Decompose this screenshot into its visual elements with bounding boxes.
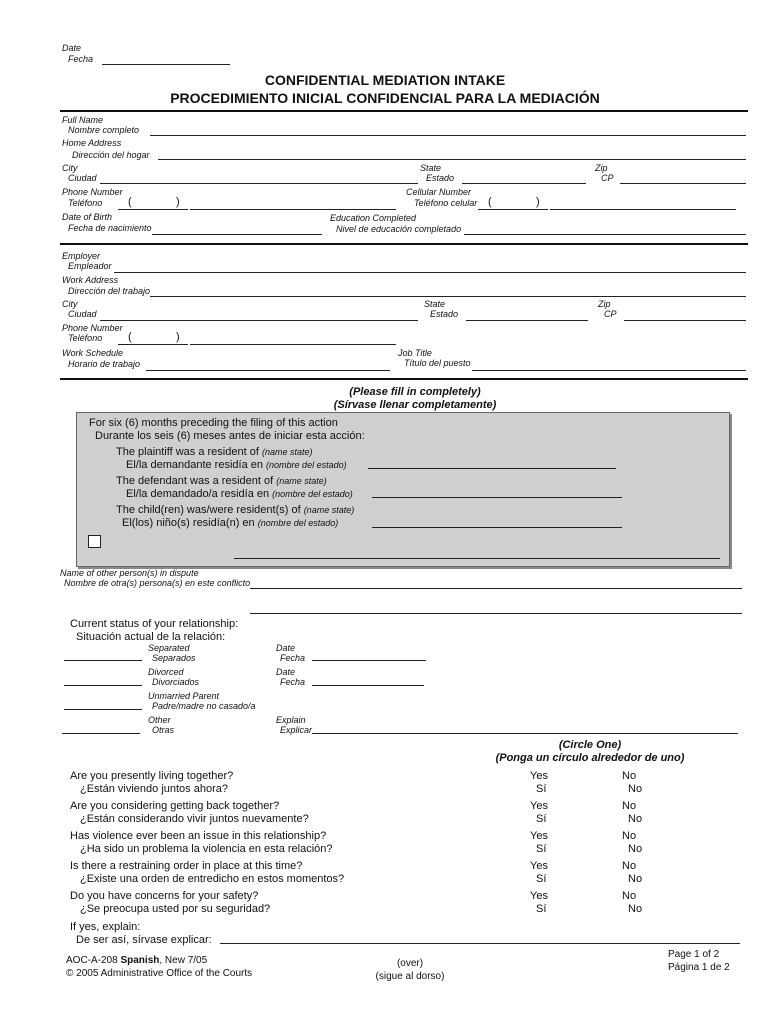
- dob-field[interactable]: [152, 234, 322, 235]
- phone-field[interactable]: [190, 209, 396, 210]
- question-en: Is there a restraining order in place at this time?: [70, 860, 303, 872]
- answer-no-es[interactable]: No: [628, 843, 643, 855]
- zip-field[interactable]: [620, 183, 746, 184]
- answer-no[interactable]: No: [622, 890, 637, 902]
- title-rule: [60, 110, 748, 112]
- relationship-title-es: Situación actual de la relación:: [76, 631, 226, 643]
- circle-one-label-es: (Ponga un círculo alrededor de uno): [495, 752, 685, 764]
- other-status-label: Other: [148, 715, 171, 725]
- separated-date-label: Date: [276, 643, 296, 653]
- form-title-es: PROCEDIMIENTO INICIAL CONFIDENCIAL PARA LA MEDIACIÓN: [170, 90, 600, 106]
- home-address-field[interactable]: [158, 159, 746, 160]
- answer-no[interactable]: No: [622, 770, 637, 782]
- defendant-label: The defendant was a resident of (name state): [116, 475, 327, 487]
- section-rule-2: [60, 378, 748, 380]
- divorced-label-es: Divorciados: [152, 677, 200, 687]
- question-es: ¿Se preocupa usted por su seguridad?: [80, 903, 271, 915]
- residency-checkbox[interactable]: [88, 535, 101, 548]
- form-title: CONFIDENTIAL MEDIATION INTAKE: [264, 72, 506, 88]
- question-en: Has violence ever been an issue in this relationship?: [70, 830, 327, 842]
- over-label-es: (sigue al dorso): [375, 971, 445, 982]
- other-persons-label-es: Nombre de otra(s) persona(s) en este conflicto: [64, 578, 251, 588]
- dob-label: Date of Birth: [62, 212, 113, 222]
- work-address-label: Work Address: [62, 275, 119, 285]
- answer-no-es[interactable]: No: [628, 873, 643, 885]
- dob-label-es: Fecha de nacimiento: [68, 223, 152, 233]
- employer-label: Employer: [62, 251, 101, 261]
- answer-yes[interactable]: Yes: [530, 830, 548, 842]
- work-state-label-es: Estado: [430, 309, 459, 319]
- separated-label-es: Separados: [152, 653, 196, 663]
- zip-label-es: CP: [601, 173, 614, 183]
- explain-label: Explain: [276, 715, 306, 725]
- residency-intro: For six (6) months preceding the filing of this action: [89, 417, 338, 429]
- work-address-field[interactable]: [150, 296, 746, 297]
- separated-mark[interactable]: [64, 660, 142, 661]
- work-area-open: (: [128, 331, 132, 343]
- state-label-es: Estado: [426, 173, 455, 183]
- plaintiff-state-field[interactable]: [368, 468, 616, 469]
- unmarried-mark[interactable]: [64, 709, 142, 710]
- children-label: The child(ren) was/were resident(s) of (name state): [116, 504, 355, 516]
- full-name-label-es: Nombre completo: [68, 125, 140, 135]
- employer-field[interactable]: [114, 272, 746, 273]
- defendant-label-es: El/la demandado/a residía en (nombre del estado): [126, 488, 353, 500]
- work-zip-label-es: CP: [604, 309, 617, 319]
- home-address-label-es: Dirección del hogar: [72, 150, 150, 160]
- question-es: ¿Están considerando vivir juntos nuevamente?: [80, 813, 309, 825]
- separated-date-label-es: Fecha: [280, 653, 306, 663]
- work-zip-label: Zip: [598, 299, 611, 309]
- separated-date-field[interactable]: [312, 660, 426, 661]
- schedule-label-es: Horario de trabajo: [68, 359, 141, 369]
- children-state-field[interactable]: [372, 527, 622, 528]
- date-label-es: Fecha: [68, 54, 94, 64]
- divorced-label: Divorced: [148, 667, 184, 677]
- education-field[interactable]: [464, 234, 746, 235]
- answer-no-es[interactable]: No: [628, 783, 643, 795]
- answer-yes-es[interactable]: Sí: [536, 783, 547, 795]
- plaintiff-label: The plaintiff was a resident of (name state): [116, 446, 313, 458]
- unmarried-label: Unmarried Parent: [148, 691, 220, 701]
- divorced-mark[interactable]: [64, 685, 142, 686]
- children-label-es: El(los) niño(s) residía(n) en (nombre del estado): [122, 517, 339, 529]
- other-persons-field-2[interactable]: [250, 613, 742, 614]
- answer-yes[interactable]: Yes: [530, 800, 548, 812]
- question-en: Are you considering getting back together?: [70, 800, 280, 812]
- divorced-date-label: Date: [276, 667, 296, 677]
- form-id: AOC-A-208 Spanish, New 7/05: [66, 955, 208, 966]
- explain-field[interactable]: [312, 733, 738, 734]
- work-area-close: ): [176, 331, 180, 343]
- cell-area-field[interactable]: [478, 209, 548, 210]
- explain-label-es: Explicar: [280, 725, 313, 735]
- full-name-field[interactable]: [150, 135, 746, 136]
- cell-area-close: ): [536, 196, 540, 208]
- residency-intro-es: Durante los seis (6) meses antes de iniciar esta acción:: [95, 430, 365, 442]
- cell-field[interactable]: [550, 209, 736, 210]
- state-label: State: [420, 163, 442, 173]
- section-rule: [60, 243, 748, 245]
- plaintiff-label-es: El/la demandante residía en (nombre del estado): [126, 459, 347, 471]
- divorced-date-field[interactable]: [312, 685, 424, 686]
- if-yes-label: If yes, explain:: [70, 921, 141, 933]
- answer-no[interactable]: No: [622, 830, 637, 842]
- over-label: (over): [396, 958, 424, 969]
- job-title-label: Job Title: [398, 348, 432, 358]
- question-en: Are you presently living together?: [70, 770, 234, 782]
- date-label: Date: [62, 43, 82, 53]
- answer-no-es[interactable]: No: [628, 903, 643, 915]
- education-label-es: Nivel de educación completado: [336, 224, 462, 234]
- relationship-title: Current status of your relationship:: [70, 618, 239, 630]
- phone-area-field[interactable]: [118, 209, 188, 210]
- question-es: ¿Existe una orden de entredicho en estos momentos?: [80, 873, 345, 885]
- city-label-es: Ciudad: [68, 173, 97, 183]
- question-es: ¿Ha sido un problema la violencia en esta relación?: [80, 843, 333, 855]
- answer-no[interactable]: No: [622, 800, 637, 812]
- cell-area-open: (: [488, 196, 492, 208]
- zip-label: Zip: [595, 163, 608, 173]
- copyright: © 2005 Administrative Office of the Courts: [66, 968, 253, 979]
- answer-yes-es[interactable]: Sí: [536, 903, 547, 915]
- cell-label-es: Teléfono celular: [414, 198, 478, 208]
- schedule-field[interactable]: [146, 370, 390, 371]
- answer-yes[interactable]: Yes: [530, 860, 548, 872]
- work-address-label-es: Dirección del trabajo: [68, 286, 151, 296]
- question-en: Do you have concerns for your safety?: [70, 890, 259, 902]
- city-label: City: [62, 163, 78, 173]
- work-city-label-es: Ciudad: [68, 309, 97, 319]
- fill-instruction: (Please fill in completely): [349, 386, 481, 398]
- education-label: Education Completed: [330, 213, 417, 223]
- work-state-label: State: [424, 299, 446, 309]
- separated-label: Separated: [148, 643, 190, 653]
- work-area-field[interactable]: [118, 344, 188, 345]
- answer-yes-es[interactable]: Sí: [536, 873, 547, 885]
- other-persons-label: Name of other person(s) in dispute: [60, 568, 199, 578]
- work-phone-label-es: Teléfono: [68, 333, 103, 343]
- work-phone-label: Phone Number: [62, 323, 123, 333]
- work-city-label: City: [62, 299, 78, 309]
- other-status-label-es: Otras: [152, 725, 175, 735]
- answer-no-es[interactable]: No: [628, 813, 643, 825]
- cell-label: Cellular Number: [406, 187, 472, 197]
- answer-yes[interactable]: Yes: [530, 890, 548, 902]
- page-number-es: Página 1 de 2: [668, 962, 730, 973]
- answer-yes[interactable]: Yes: [530, 770, 548, 782]
- phone-label-es: Teléfono: [68, 198, 103, 208]
- if-yes-field[interactable]: [220, 943, 740, 944]
- fill-instruction-es: (Sírvase llenar completamente): [333, 399, 497, 411]
- state-field[interactable]: [462, 183, 586, 184]
- work-city-field[interactable]: [100, 320, 418, 321]
- schedule-label: Work Schedule: [62, 348, 124, 358]
- question-es: ¿Están viviendo juntos ahora?: [80, 783, 228, 795]
- circle-one-label: (Circle One): [558, 739, 622, 751]
- if-yes-label-es: De ser así, sírvase explicar:: [76, 934, 212, 946]
- residency-extra-field[interactable]: [234, 558, 720, 559]
- divorced-date-label-es: Fecha: [280, 677, 306, 687]
- job-title-label-es: Título del puesto: [404, 358, 471, 368]
- phone-label: Phone Number: [62, 187, 123, 197]
- employer-label-es: Empleador: [68, 261, 112, 271]
- unmarried-label-es: Padre/madre no casado/a: [152, 701, 256, 711]
- page-number: Page 1 of 2: [668, 949, 720, 960]
- answer-yes-es[interactable]: Sí: [536, 813, 547, 825]
- work-zip-field[interactable]: [624, 320, 746, 321]
- other-persons-field[interactable]: [250, 588, 742, 589]
- defendant-state-field[interactable]: [372, 497, 622, 498]
- job-title-field[interactable]: [472, 370, 746, 371]
- date-field[interactable]: [102, 64, 230, 65]
- full-name-label: Full Name: [62, 115, 104, 125]
- answer-yes-es[interactable]: Sí: [536, 843, 547, 855]
- city-field[interactable]: [100, 183, 418, 184]
- answer-no[interactable]: No: [622, 860, 637, 872]
- work-state-field[interactable]: [466, 320, 588, 321]
- home-address-label: Home Address: [62, 138, 122, 148]
- other-mark[interactable]: [62, 733, 140, 734]
- area-code-close: ): [176, 196, 180, 208]
- work-phone-field[interactable]: [190, 344, 396, 345]
- area-code-open: (: [128, 196, 132, 208]
